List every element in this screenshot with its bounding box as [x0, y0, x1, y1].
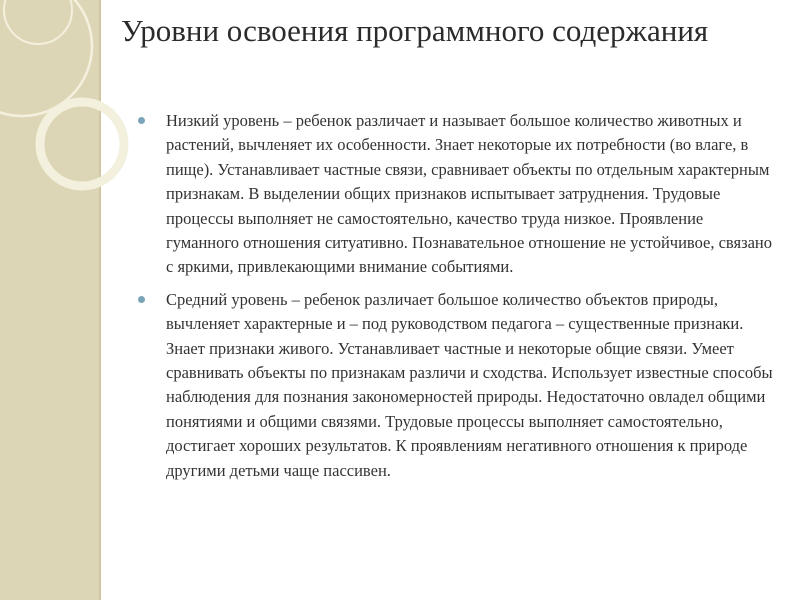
bullet-text: Средний уровень – ребенок различает большое количество объектов природы, вычленяет характерные и – под руководством педагога – существенные признаки. Знает признаки живого. Устанавливает частные и некоторые общие связи. Умеет сравнивать объекты по признакам различи и сходства. Использует известные способы наблюдения для познания закономерностей природы. Недостаточно овладел общими понятиями и общими связями. Трудовые процессы выполняет самостоятельно, достигает хороших результатов. К проявлениям негативного отношения к природе другими детьми чаще пассивен. [166, 289, 773, 480]
bullet-dot-icon [138, 117, 145, 124]
slide-title: Уровни освоения программного содержания [121, 13, 709, 48]
bullet-item [136, 109, 776, 280]
bullet-text: Низкий уровень – ребенок различает и называет большое количество животных и растений, вычленяет их особенности. Знает некоторые их потребности (во влаге, в пище). Устанавливает частные связи, сравнивает объекты по отдельным характерным признакам. В выделении общих признаков испытывает затруднения. Трудовые процессы выполняет не самостоятельно, качество труда низкое. Проявление гуманного отношения ситуативно. Познавательное отношение не устойчивое, связано с яркими, привлекающими внимание событиями. [166, 111, 773, 277]
bullet-list [136, 109, 776, 491]
bullet-dot-icon [138, 296, 145, 303]
bullet-item [136, 288, 776, 483]
deco-circle-small [4, 0, 72, 44]
deco-circle-ring [40, 102, 124, 186]
